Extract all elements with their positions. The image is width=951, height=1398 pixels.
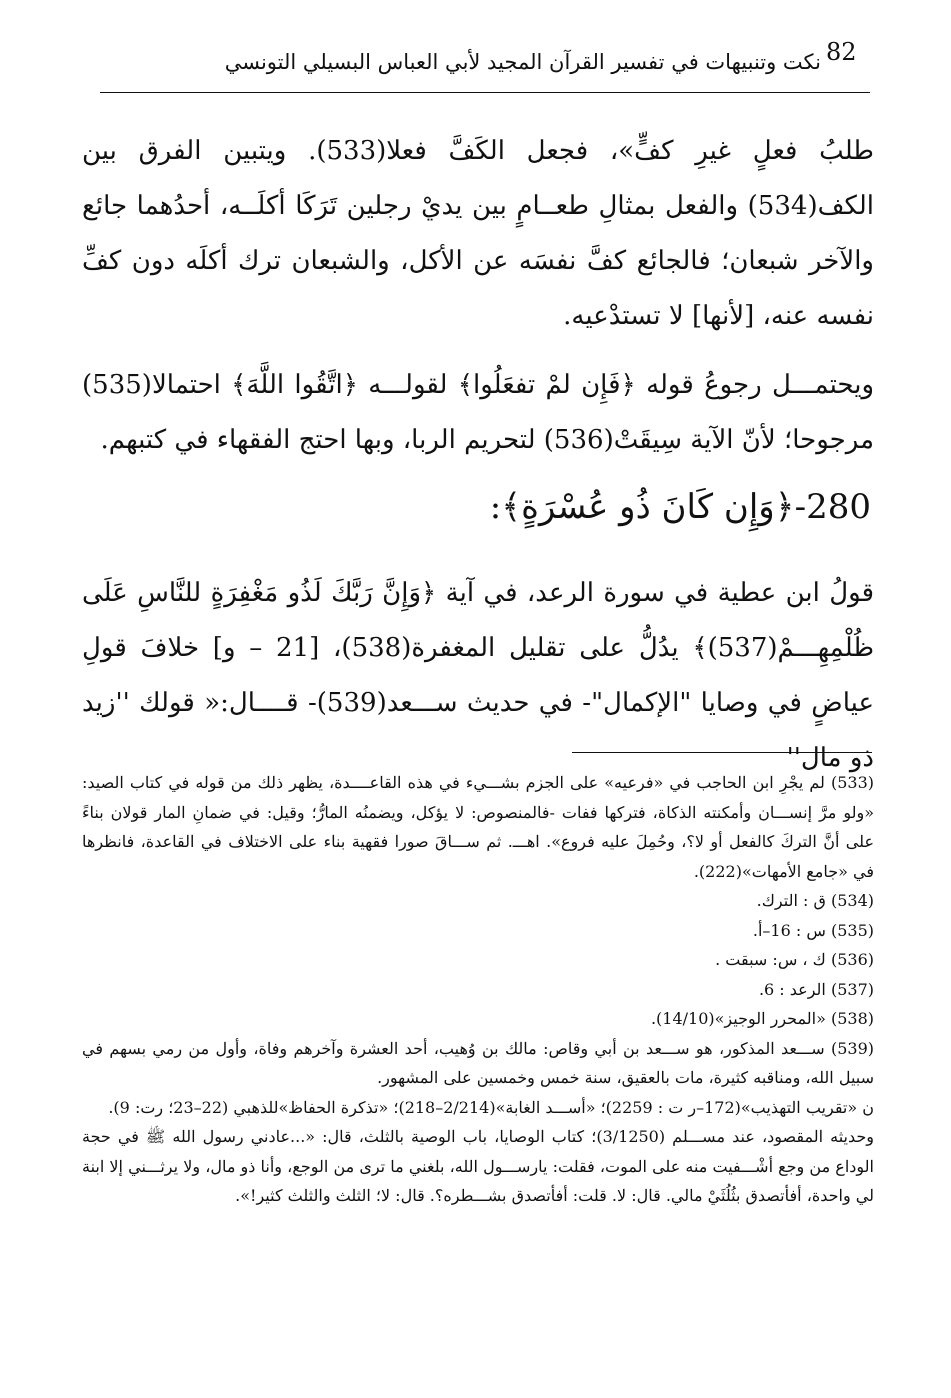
footnote-533: (533) لم يجْرِ ابن الحاجب في «فرعيه» على الجزم بشـــيء في هذه القاعــــدة، يظهر ذلك من قوله في كتاب الصيد: «ولو مرَّ إنســـان وأمكنته الذكاة، فتركها ففات -فالمنصوص: لا يؤكل، ويضمنُه المارُّ؛ وقيل: في ضمانِ المار قولان بناءً على أنَّ التركَ كالفعل أو لا؟، وحُمِلَ عليه فروع». اهـــ. ثم ســـاقَ صورا فقهية بناء على الاختلاف في القاعدة، فانظرها في «جامع الأمهات»(222). [82,773,874,881]
footnote-539-hadith: وحديثه المقصود، عند مســـلم (3/1250)؛ كتاب الوصايا، باب الوصية بالثلث، قال: «...عادني رسول الله ﷺ في حجة الوداع من وجع أشْـــفيت منه على الموت، فقلت: يارســـول الله، بلغني ما ترى من الوجع، وأنا ذو مال، ولا يرثـــني إلا ابنة لي واحدة، أفأتصدق بثُلُثَيْ مالي. قال: لا. قلت: أفأتصدق بشـــطره؟. قال: لا؛ الثلث والثلث كثير!». [82,1127,874,1205]
footnote-534: (534) ق : الترك. [756,891,874,910]
footnote-539: (539) ســـعد المذكور، هو ســـعد بن أبي وقاص: مالك بن وُهيب، أحد العشرة وآخرهم وفاة، وأول من رمي بسهم في سبيل الله، ومناقبه كثيرة، مات بالعقيق، سنة خمس وخمسين على المشهور. [82,1038,874,1087]
footnote-538: (538) «المحرر الوجيز»(14/10). [650,1009,874,1028]
body-paragraph-1: طلبُ فعلٍ غيرِ كفٍّ»، فجعل الكَفَّ فعلا(533). ويتبين الفرق بين الكف(534) والفعل بمثالِ طعــامٍ بين يديْ رجلين تَرَكَا أكلَــه، أحدُهما جائع والآخر شبعان؛ فالجائع كفَّ نفسَه عن الأكل، والشبعان ترك أكلَه دون كفِّ نفسه عنه، [لأنها] لا تستدْعيه. [82,136,875,331]
header-rule [100,92,870,93]
footnote-537: (537) الرعد : 6. [758,979,874,999]
verse-section-heading: 280-﴿وَإِن كَانَ ذُو عُسْرَةٍ﴾: [489,487,871,527]
body-paragraph-2: ويحتمـــل رجوعُ قوله ﴿فَإِن لمْ تفعَلُوا﴾ لقولـــه ﴿اتَّقُوا اللَّهَ﴾ احتمالا(535) مرجوحا؛ لأنّ الآية سِيقَتْ(536) لتحريم الربا، وبها احتج الفقهاء في كتبهم. [82,370,874,455]
footnote-539-sources: ن «تقريب التهذيب»(172–ر ت : 2259)؛ «أســـد الغابة»(2/214–218)؛ «تذكرة الحفاظ»للذهبي (22–23؛ رت: 9). [108,1097,874,1117]
body-paragraph-3: قولُ ابن عطية في سورة الرعد، في آية ﴿وَإِنَّ رَبَّكَ لَذُو مَغْفِرَةٍ للنَّاسِ عَلَى ظُلْمِهِـــمْ(537)﴾ يدُلُّ على تقليل المغفرة(538)، [21 – و] خلافَ قولِ عياضٍ في وصايا "الإكمال"- في حديث ســـعد(539)- قــــال:« قولك ''زيد ذو مال'' [82,578,875,773]
page-number: 82 [826,38,857,66]
footnote-separator [572,752,872,753]
footnotes [82,768,874,1211]
footnote-535: (535) س : 16–أ. [752,920,874,940]
running-head: نكت وتنبيهات في تفسير القرآن المجيد لأبي العباس البسيلي التونسي [224,50,821,74]
footnote-536: (536) ك ، س: سبقت . [715,950,874,969]
